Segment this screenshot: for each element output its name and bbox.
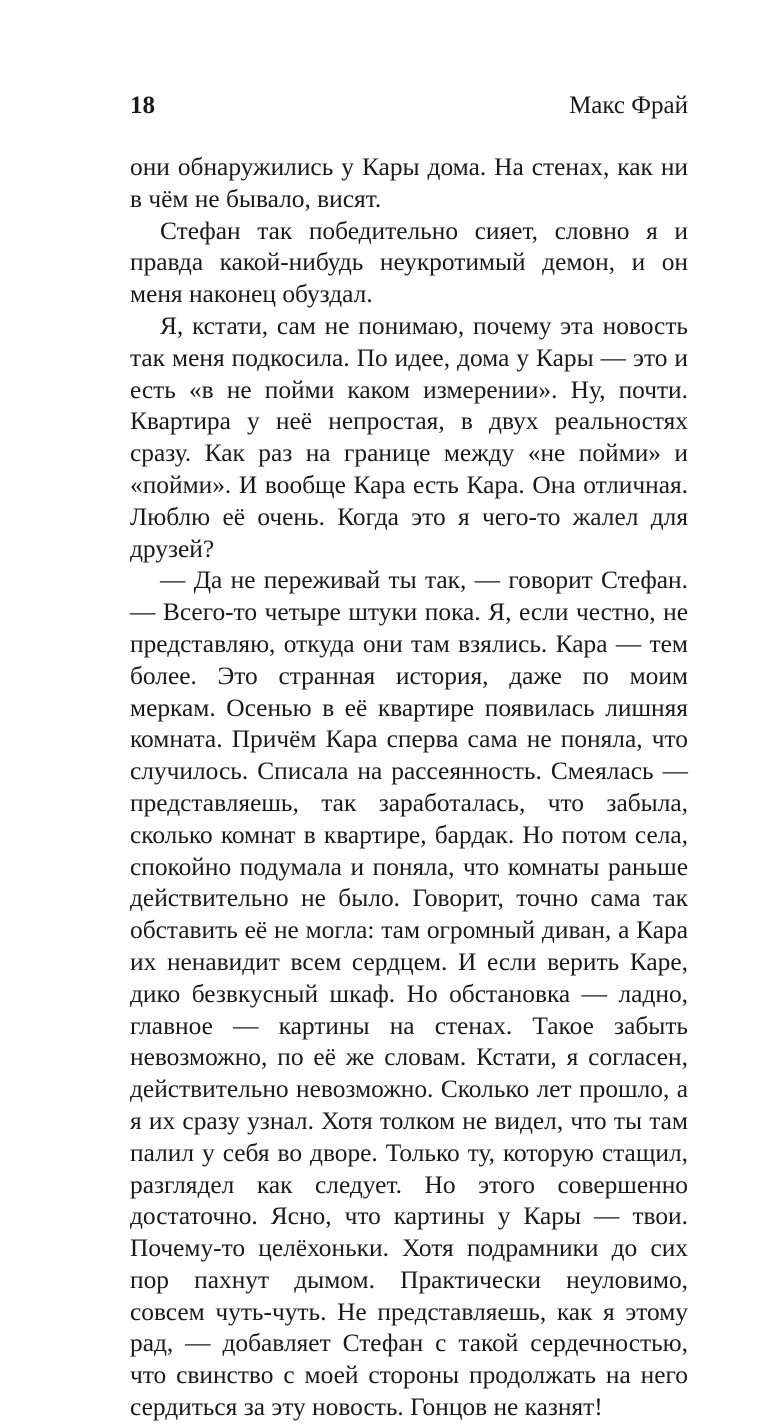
paragraph: Я, кстати, сам не понимаю, почему эта новость так меня подкосила. По идее, дома у Кары — это и есть «в не пойми каком измерении». Ну, почти. Квартира у неё непростая, в двух реальностях сразу. Как раз на границе между «не пойми» и «пойми». И вообще Кара есть Кара. Она отличная. Люблю её очень. Когда это я чего-то жалел для друзей? xyxy=(130,311,688,563)
page-number: 18 xyxy=(130,92,155,119)
paragraph: Стефан так победительно сияет, словно я и правда какой-нибудь неукротимый демон, и он меня наконец обуздал. xyxy=(130,216,688,309)
paragraph-dialogue: — Да не переживай ты так, — говорит Стефан. — Всего-то четыре штуки пока. Я, если честно, не представляю, откуда они там взялись. Кара — тем более. Это странная история, даже по моим меркам. Осенью в её квартире появилась лишняя комната. Причём Кара сперва сама не поняла, что случилось. Списала на рассеянность. Смеялась — представляешь, так заработалась, что забыла, сколько комнат в квартире, бардак. Но потом села, спокойно подумала и поняла, что комнаты раньше действительно не было. Говорит, точно сама так обставить её не могла: там огромный диван, а Кара их ненавидит всем сердцем. И если верить Каре, дико безвкусный шкаф. Но обстановка — ладно, главное — картины на стенах. Такое забыть невозможно, по её же словам. Кстати, я согласен, действительно невозможно. Сколько лет прошло, а я их сразу узнал. Хотя толком не видел, что ты там палил у себя во дворе. Только ту, которую стащил, разглядел как следует. Но этого совершенно достаточно. Ясно, что картины у Кары — твои. Почему-то целёхоньки. Хотя подрамники до сих пор пахнут дымом. Практически неуловимо, совсем чуть-чуть. Не представляешь, как я этому рад, — добавляет Стефан с такой сердечностью, что свинство с моей стороны продолжать на него сердиться за эту новость. Гонцов не казнят! xyxy=(130,566,688,1422)
running-head xyxy=(130,92,688,132)
body-text xyxy=(130,152,688,1424)
author-name: Макс Фрай xyxy=(569,92,688,119)
book-page xyxy=(130,92,688,1424)
paragraph-continuation: они обнаружились у Кары дома. На стенах, как ни в чём не бывало, висят. xyxy=(130,153,688,213)
